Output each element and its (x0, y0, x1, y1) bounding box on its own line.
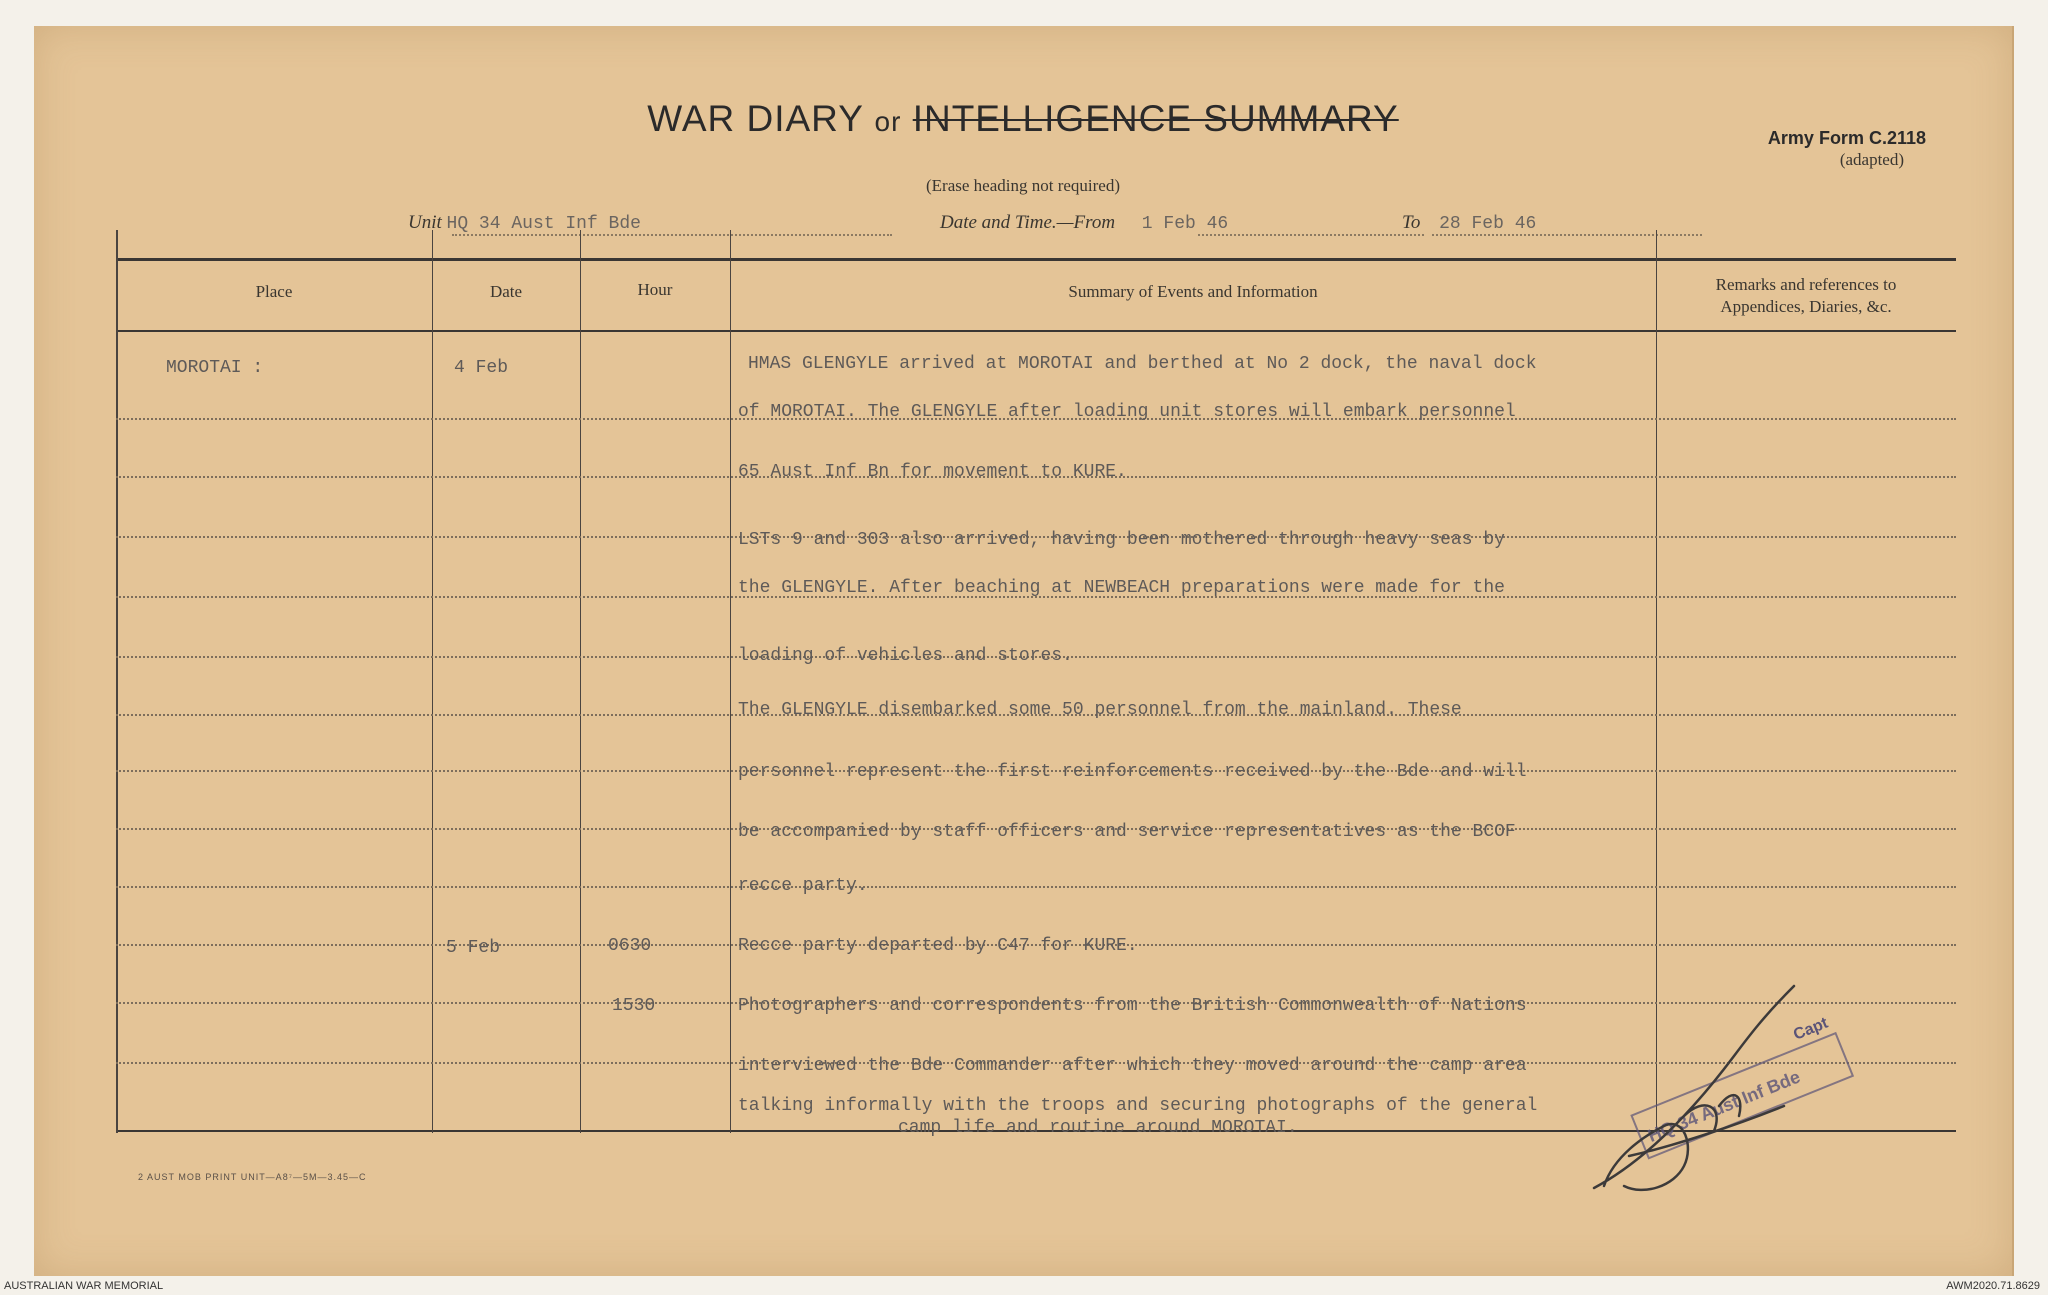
credit-right: AWM2020.71.8629 (1946, 1280, 2040, 1292)
title-war-diary: WAR DIARY (647, 98, 864, 139)
col-header-remarks-line2: Appendices, Diaries, &c. (1720, 297, 1892, 316)
date-cell: 4 Feb (454, 358, 509, 378)
date-to-label: To 28 Feb 46 (1402, 212, 1537, 234)
header-bottom-rule (116, 330, 1956, 332)
unit-value: HQ 34 Aust Inf Bde (446, 214, 641, 234)
summary-line: interviewed the Bde Commander after which they moved around the camp area (738, 1056, 1527, 1076)
title-or: or (874, 106, 902, 137)
col-rule-place-date (432, 230, 433, 1133)
army-form-number: Army Form C.2118 (1767, 128, 1926, 148)
summary-line: personnel represent the first reinforcements received by the Bde and will (738, 762, 1527, 782)
summary-line: 65 Aust Inf Bn for movement to KURE. (738, 462, 1127, 482)
erase-heading-note: (Erase heading not required) (926, 176, 1120, 195)
col-rule-left (116, 230, 118, 1133)
summary-line: camp life and routine around MOROTAI. (898, 1118, 1298, 1138)
place-cell: MOROTAI : (166, 358, 264, 378)
summary-line: HMAS GLENGYLE arrived at MOROTAI and berthed at No 2 dock, the naval dock (748, 354, 1537, 374)
army-form-adapted: (adapted) (1839, 150, 1904, 169)
form-heading (34, 98, 2012, 140)
summary-line: recce party. (738, 876, 868, 896)
summary-line: loading of vehicles and stores. (738, 646, 1073, 666)
col-header-date: Date (489, 282, 523, 301)
summary-line: talking informally with the troops and securing photographs of the general (738, 1096, 1538, 1116)
signature-stamp-graphic (1534, 956, 1864, 1236)
col-rule-hour-summary (730, 230, 731, 1133)
signature-rank: Capt (1791, 1014, 1831, 1044)
col-header-hour: Hour (637, 280, 673, 299)
col-header-place: Place (255, 282, 293, 301)
credit-left: AUSTRALIAN WAR MEMORIAL (4, 1280, 164, 1292)
col-header-remarks-line1: Remarks and references to (1715, 275, 1897, 294)
title-intelligence-summary: INTELLIGENCE SUMMARY (912, 98, 1399, 139)
summary-line: LSTs 9 and 303 also arrived, having been mothered through heavy seas by (738, 530, 1505, 550)
unit-stamp (1632, 1033, 1853, 1158)
stamp-text: HQ 34 Aust Inf Bde (1644, 1066, 1804, 1146)
col-header-summary: Summary of Events and Information (1068, 282, 1318, 301)
col-header-remarks (1656, 274, 1956, 318)
row-rule (116, 886, 1956, 888)
summary-line: Recce party departed by C47 for KURE. (738, 936, 1138, 956)
table-top-rule (116, 258, 1956, 261)
war-diary-page (34, 26, 2014, 1276)
hour-cell: 0630 (608, 936, 652, 956)
summary-line: be accompanied by staff officers and service representatives as the BCOF (738, 822, 1516, 842)
summary-line: The GLENGYLE disembarked some 50 personnel from the mainland. These (738, 700, 1462, 720)
unit-label: Unit HQ 34 Aust Inf Bde (408, 212, 641, 234)
summary-line: Photographers and correspondents from the British Commonwealth of Nations (738, 996, 1527, 1016)
date-to-value: 28 Feb 46 (1439, 214, 1537, 234)
date-cell: 5 Feb (446, 938, 501, 958)
print-unit-code: 2 AUST MOB PRINT UNIT—A8⁷—5M—3.45—C (138, 1172, 367, 1182)
col-rule-date-hour (580, 230, 581, 1133)
signature-stamp-area (1534, 956, 1864, 1236)
hour-cell: 1530 (612, 996, 656, 1016)
date-from-value: 1 Feb 46 (1141, 214, 1229, 234)
summary-line: of MOROTAI. The GLENGYLE after loading unit stores will embark personnel (738, 402, 1516, 422)
summary-line: the GLENGYLE. After beaching at NEWBEACH preparations were made for the (738, 578, 1505, 598)
date-from-label: Date and Time.—From 1 Feb 46 (940, 212, 1229, 234)
